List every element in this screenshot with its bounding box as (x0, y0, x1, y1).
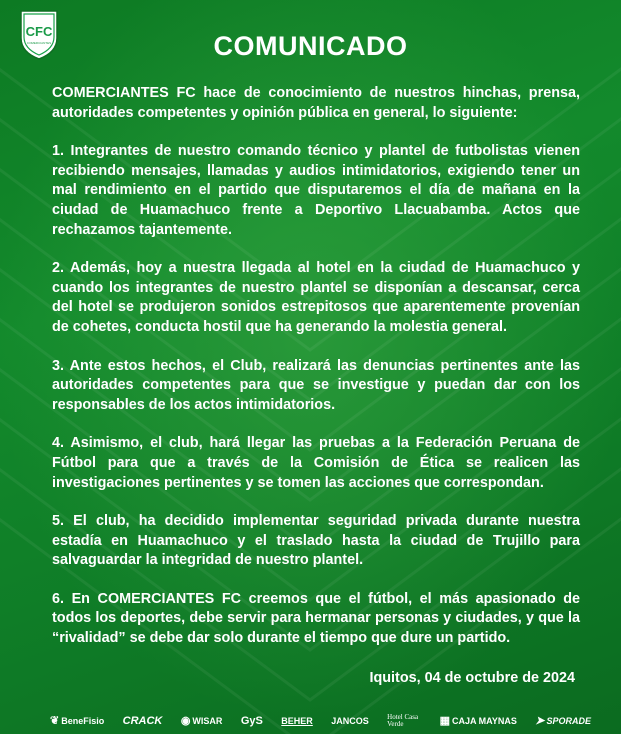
drop-icon: ➤ (535, 714, 545, 727)
sponsor-bar (50, 710, 591, 732)
logo-letters: CFC (25, 24, 53, 39)
sponsor-name: SPORADE (546, 716, 591, 726)
place-date-signature: Iquitos, 04 de octubre de 2024 (369, 670, 575, 686)
sponsor-name: CRACK (122, 715, 163, 727)
sponsor-name: BEHER (281, 716, 313, 726)
page-title: COMUNICADO (213, 31, 408, 61)
sponsor-name: JANCOS (331, 716, 369, 726)
circle-logo-icon: ◉ (180, 714, 191, 727)
point-6-paragraph: 6. En COMERCIANTES FC creemos que el fútbol, el más apasionado de todos los deportes, debe servir para hermanar personas y ciudades, y que la “rivalidad” se debe dar solo durante el tiempo que dure un partido. (52, 590, 580, 647)
sponsor-benefisio (50, 716, 104, 727)
sponsor-sporade (535, 716, 591, 727)
leaf-icon: ❦ (50, 714, 60, 727)
point-4-paragraph: 4. Asimismo, el club, hará llegar las pruebas a la Federación Peruana de Fútbol para que a través de la Comisión de Ética se realicen las investigaciones pertinentes y se tomen las acciones que correspondan. (52, 435, 580, 491)
sponsor-beher (281, 716, 313, 726)
sponsor-crack (123, 715, 163, 727)
point-1-paragraph: 1. Integrantes de nuestro comando técnico y plantel de futbolistas vienen recibiendo mensajes, llamadas y audios intimidatorios, exigiendo tener un mal rendimiento en el partido que disputaremos el día de mañana en la ciudad de Huamachuco frente a Deportivo Llacuabamba. Actos que rechazamos tajantemente. (52, 143, 580, 238)
sponsor-gys (241, 715, 263, 727)
statement-body (52, 84, 580, 668)
logo-small-text: COMERCIANTES (26, 41, 52, 45)
sponsor-name: Hotel Casa Verde (387, 713, 419, 728)
point-5-paragraph: 5. El club, ha decidido implementar seguridad privada durante nuestra estadía en Huamachuco y el traslado hasta la ciudad de Trujillo para salvaguardar la integridad de nuestro plantel. (52, 513, 580, 569)
bank-icon: ▦ (439, 714, 450, 727)
point-2-paragraph: 2. Además, hoy a nuestra llegada al hotel en la ciudad de Huamachuco y cuando los integrantes de nuestro plantel se disponían a descansar, cerca del hotel se produjeron sonidos estrepitosos que aparentemente provenían de cohetes, conducta hostil que ha generando la molestia general. (52, 260, 580, 335)
sponsor-name: CAJA MAYNAS (451, 716, 517, 726)
sponsor-name: BeneFisio (61, 716, 105, 726)
sponsor-jancos (331, 716, 369, 726)
sponsor-name: GyS (240, 715, 263, 727)
intro-paragraph: COMERCIANTES FC hace de conocimiento de nuestros hinchas, prensa, autoridades competentes y opinión pública en general, lo siguiente: (52, 85, 580, 121)
sponsor-hotel-casa-verde (387, 714, 421, 728)
sponsor-wisar (181, 716, 223, 727)
sponsor-caja-maynas (440, 716, 517, 727)
point-3-paragraph: 3. Ante estos hechos, el Club, realizará las denuncias pertinentes ante las autoridades competentes para que se investigue y puedan dar con los responsables de los actos intimidatorios. (52, 357, 580, 413)
sponsor-name: WISAR (192, 716, 223, 726)
